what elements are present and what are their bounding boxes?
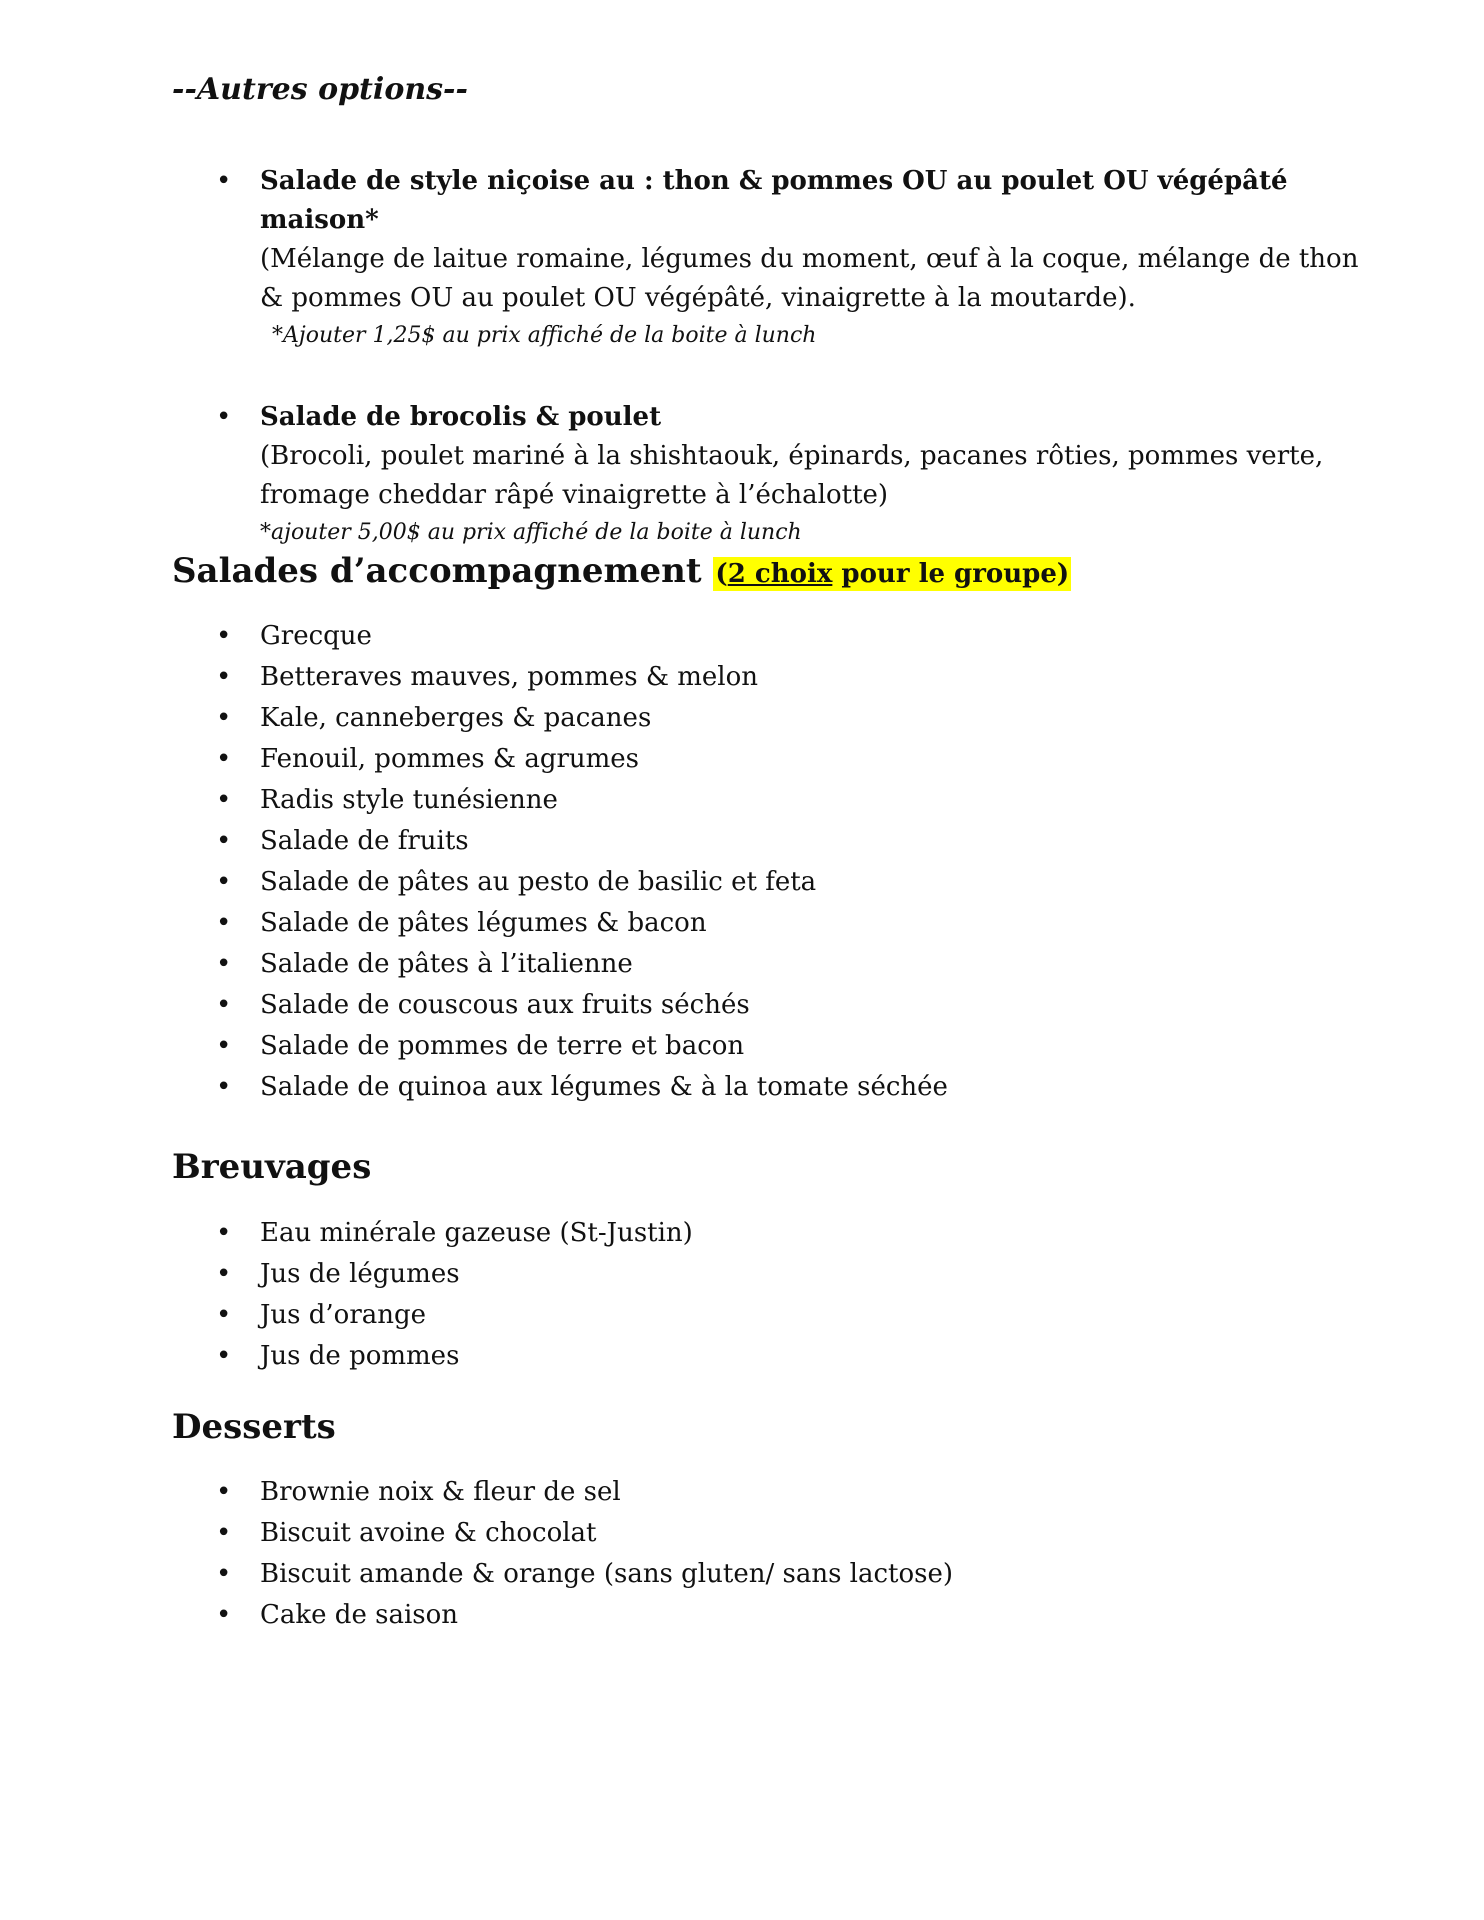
list-item — [172, 944, 1384, 985]
bullet-icon: • — [216, 990, 232, 1020]
option-description: (Brocoli, poulet mariné à la shishtaouk, épinards, pacanes rôties, pommes verte, fromage cheddar râpé vinaigrette à l’échalotte) — [260, 441, 1324, 510]
breuvages-list — [172, 1213, 1384, 1377]
option-nicoise — [172, 162, 1384, 354]
list-item-text: Grecque — [260, 621, 372, 651]
bullet-icon: • — [216, 1218, 232, 1248]
list-item — [172, 985, 1384, 1026]
bullet-icon: • — [216, 1600, 232, 1630]
option-title: Salade de brocolis & poulet — [260, 402, 662, 432]
list-item — [172, 1513, 1384, 1554]
bullet-icon: • — [216, 826, 232, 856]
desserts-list — [172, 1472, 1384, 1636]
list-item — [172, 821, 1384, 862]
bullet-icon: • — [216, 703, 232, 733]
bullet-icon: • — [216, 908, 232, 938]
bullet-icon: • — [216, 867, 232, 897]
salades-list — [172, 616, 1384, 1108]
choix-rest: pour le groupe) — [832, 559, 1070, 589]
list-item-text: Salade de pâtes au pesto de basilic et feta — [260, 867, 817, 897]
list-item — [172, 1026, 1384, 1067]
bullet-icon: • — [216, 949, 232, 979]
list-item-text: Salade de quinoa aux légumes & à la tomate séchée — [260, 1072, 948, 1102]
bullet-icon: • — [216, 662, 232, 692]
list-item-text: Betteraves mauves, pommes & melon — [260, 662, 758, 692]
option-description: (Mélange de laitue romaine, légumes du moment, œuf à la coque, mélange de thon & pommes OU au poulet OU végépâté, vinaigrette à la moutarde). — [260, 244, 1359, 313]
list-item — [172, 1295, 1384, 1336]
list-item — [172, 657, 1384, 698]
bullet-icon: • — [216, 785, 232, 815]
option-brocolis — [172, 398, 1384, 551]
choix-open-paren: ( — [715, 559, 728, 589]
list-item — [172, 903, 1384, 944]
list-item-text: Cake de saison — [260, 1600, 458, 1630]
bullet-icon: • — [216, 1477, 232, 1507]
choix-count: 2 choix — [727, 559, 833, 589]
list-item-text: Salade de pommes de terre et bacon — [260, 1031, 745, 1061]
list-item-text: Eau minérale gazeuse (St-Justin) — [260, 1218, 693, 1248]
breuvages-section-title: Breuvages — [172, 1147, 372, 1187]
list-item-text: Jus d’orange — [260, 1300, 427, 1330]
option-title: Salade de style niçoise au : thon & pommes OU au poulet OU végépâté maison* — [260, 166, 1288, 235]
list-item — [172, 1254, 1384, 1295]
list-item — [172, 1067, 1384, 1108]
list-item — [172, 698, 1384, 739]
list-item-text: Salade de fruits — [260, 826, 469, 856]
list-item-text: Biscuit avoine & chocolat — [260, 1518, 597, 1548]
list-item-text: Brownie noix & fleur de sel — [260, 1477, 621, 1507]
list-item — [172, 1472, 1384, 1513]
list-item-text: Jus de légumes — [260, 1259, 460, 1289]
list-item — [172, 739, 1384, 780]
desserts-section-title: Desserts — [172, 1407, 336, 1447]
list-item — [172, 1336, 1384, 1377]
bullet-icon: • — [216, 744, 232, 774]
bullet-icon: • — [216, 166, 232, 196]
list-item-text: Biscuit amande & orange (sans gluten/ sans lactose) — [260, 1559, 954, 1589]
bullet-icon: • — [216, 621, 232, 651]
list-item-text: Radis style tunésienne — [260, 785, 558, 815]
list-item — [172, 616, 1384, 657]
bullet-icon: • — [216, 402, 232, 432]
salades-title-text: Salades d’accompagnement — [172, 551, 702, 591]
bullet-icon: • — [216, 1559, 232, 1589]
bullet-icon: • — [216, 1259, 232, 1289]
list-item-text: Fenouil, pommes & agrumes — [260, 744, 640, 774]
list-item-text: Salade de pâtes légumes & bacon — [260, 908, 707, 938]
list-item-text: Salade de couscous aux fruits séchés — [260, 990, 750, 1020]
bullet-icon: • — [216, 1031, 232, 1061]
list-item — [172, 1595, 1384, 1636]
list-item — [172, 1213, 1384, 1254]
option-price-note: *Ajouter 1,25$ au prix affiché de la boite à lunch — [272, 323, 817, 348]
bullet-icon: • — [216, 1300, 232, 1330]
bullet-icon: • — [216, 1072, 232, 1102]
list-item — [172, 862, 1384, 903]
list-item — [172, 780, 1384, 821]
bullet-icon: • — [216, 1518, 232, 1548]
salades-section-title — [172, 548, 1384, 597]
list-item-text: Kale, canneberges & pacanes — [260, 703, 652, 733]
choix-highlight — [713, 557, 1071, 591]
list-item-text: Salade de pâtes à l’italienne — [260, 949, 633, 979]
list-item-text: Jus de pommes — [260, 1341, 460, 1371]
option-price-note: *ajouter 5,00$ au prix affiché de la boite à lunch — [260, 520, 802, 545]
autres-options-list — [172, 162, 1384, 595]
bullet-icon: • — [216, 1341, 232, 1371]
list-item — [172, 1554, 1384, 1595]
autres-options-heading: --Autres options-- — [172, 72, 468, 107]
